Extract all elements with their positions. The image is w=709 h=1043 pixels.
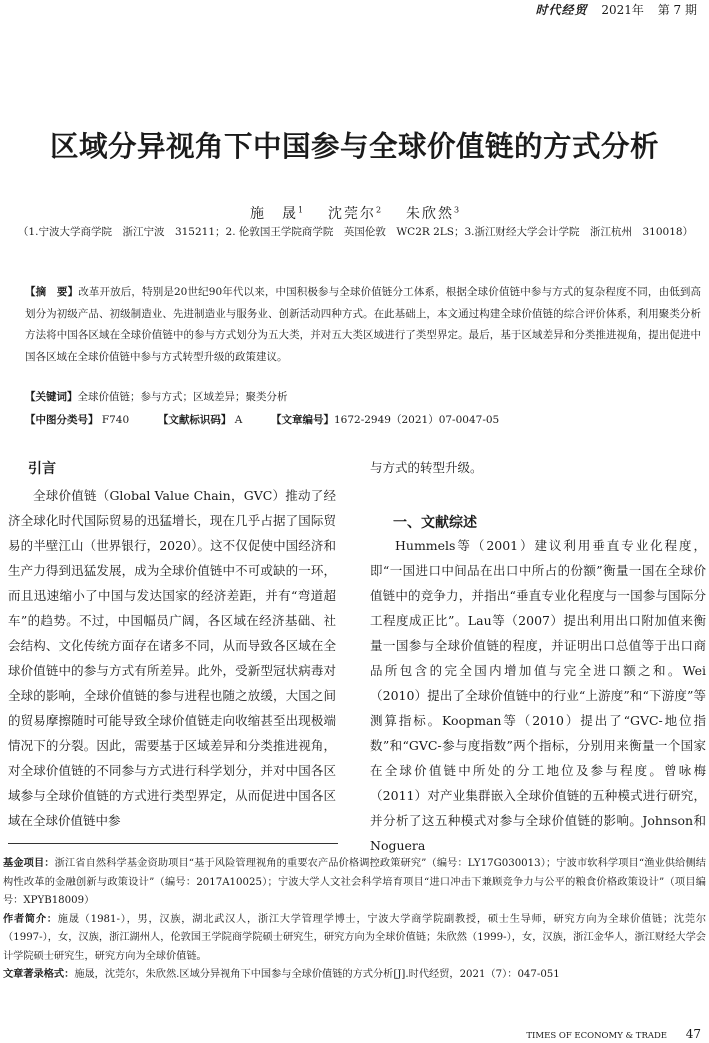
clc-value: F740 — [101, 414, 130, 426]
keywords-label: 【关键词】 — [25, 391, 78, 403]
author-name: 施 晟 — [249, 206, 298, 222]
author-bio-label: 作者简介： — [3, 913, 58, 925]
abstract-label: 【摘 要】 — [25, 286, 79, 298]
abstract-text: 改革开放后，特别是20世纪90年代以来，中国积极参与全球价值链分工体系，根据全球价值链中参与方式的复杂程度不同，由低到高划分为初级产品、初级制造业、先进制造业与服务业、创新活动四种方式。在此基础上，本文通过构建全球价值链的综合评价体系，利用聚类分析方法将中国各区域在全球价值链中的参与方式划分为五大类，并对五大类区域进行了类型界定。最后，基于区域差异和分类推进视角，提出促进中国各区域在全球价值链中参与方式转型升级的政策建议。 — [25, 286, 701, 363]
doc-code-label: 【文献标识码】 — [157, 414, 232, 426]
abstract — [25, 282, 701, 368]
author-affil-marker: 1 — [297, 205, 304, 215]
author-bio-note — [3, 911, 706, 967]
literature-review-paragraph: Hummels等（2001）建议利用垂直专业化程度，即“一国进口中间品在出口中所占的份额”衡量一国在全球价值链中的竞争力，并指出“垂直专业化程度与一国参与国际分工程度成正比”。Lau等（2007）提出利用出口附加值来衡量一国参与全球价值链的程度，并证明出口总值等于出口商品所包含的完全国内增加值与完全进口额之和。Wei（2010）提出了全球价值链中的行业“上游度”和“下游度”等测算指标。Koopman等（2010）提出了“GVC-地位指数”和“GVC-参与度指数”两个指标，分别用来衡量一个国家在全球价值链中所处的分工地位及参与程度。曾咏梅（2011）对产业集群嵌入全球价值链的五种模式进行研究，并分析了这五种模式对参与全球价值链的影响。Johnson和Noguera — [370, 538, 706, 853]
affiliations: （1.宁波大学商学院 浙江宁波 315211；2. 伦敦国王学院商学院 英国伦敦 WC2R 2LS；3.浙江财经大学会计学院 浙江杭州 310018） — [17, 226, 694, 238]
fund-text: 浙江省自然科学基金资助项目“基于风险管理视角的重要农产品价格调控政策研究”（编号：LY17G030013）；宁波市软科学项目“渔业供给侧结构性改革的金融创新与政策设计”（编号：2017A10025）；宁波大学人文社会科学培育项目“进口冲击下兼顾竞争力与公平的粮食价格政策设计”（项目编号：XPYB18009） — [3, 858, 706, 906]
author-affil-marker: 3 — [453, 205, 460, 215]
keywords — [25, 389, 701, 404]
citation-note — [3, 966, 706, 985]
intro-paragraph: 全球价值链（Global Value Chain，GVC）推动了经济全球化时代国际贸易的迅猛增长，现在几乎占据了国际贸易的半壁江山（世界银行，2020）。这不仅促使中国经济和生产力得到迅猛发展，成为全球价值链中不可或缺的一环，而且迅速缩小了中国与发达国家的经济差距，并有“弯道超车”的趋势。不过，中国幅员广阔，各区域在经济基础、社会结构、文化传统方面存在诸多不同，从而导致各区域在全球价值链中的参与方式有所差异。此外，受新型冠状病毒对全球的影响，全球价值链的参与进程也随之放缓，大国之间的贸易摩擦随时可能导致全球价值链走向收缩甚至出现极端情况下的分裂。因此，需要基于区域差异和分类推进视角，对全球价值链的不同参与方式进行科学划分，并对中国各区域参与全球价值链的方式进行类型界定，从而促进中国各区域在全球价值链中参 — [8, 488, 336, 828]
author-name: 朱欣然 — [405, 206, 454, 222]
author-line — [0, 203, 709, 223]
classification-line — [25, 412, 701, 427]
doc-code-value: A — [234, 414, 243, 426]
journal-english-name: TIMES OF ECONOMY & TRADE — [526, 1031, 668, 1041]
section-heading: 一、文献综述 — [393, 515, 477, 531]
keywords-text: 全球价值链；参与方式；区域差异；聚类分析 — [77, 391, 288, 403]
article-title: 区域分异视角下中国参与全球价值链的方式分析 — [49, 130, 659, 163]
article-number-label: 【文章编号】 — [270, 414, 334, 426]
author-name: 沈莞尔 — [327, 206, 376, 222]
footnote-divider — [8, 843, 338, 844]
running-header — [536, 0, 697, 20]
fund-label: 基金项目： — [3, 858, 55, 869]
page-footer — [526, 1027, 701, 1043]
fund-note — [3, 855, 706, 911]
issue-number: 第 7 期 — [657, 3, 697, 17]
citation-text: 施晟，沈莞尔，朱欣然.区域分异视角下中国参与全球价值链的方式分析[J].时代经贸，2021（7）：047-051 — [74, 969, 560, 980]
page-number: 47 — [685, 1027, 701, 1041]
footnotes — [3, 855, 706, 985]
issue-year: 2021年 — [601, 3, 644, 17]
intro-heading: 引言 — [28, 461, 56, 477]
article-number-value: 1672-2949（2021）07-0047-05 — [333, 414, 500, 426]
right-column-continuation: 与方式的转型升级。 — [370, 460, 483, 475]
citation-label: 文章著录格式： — [3, 969, 75, 980]
clc-label: 【中图分类号】 — [25, 414, 99, 426]
author-affil-marker: 2 — [375, 205, 382, 215]
author-bio-text: 施晟（1981-），男，汉族，湖北武汉人，浙江大学管理学博士，宁波大学商学院副教授，硕士生导师，研究方向为全球价值链；沈莞尔（1997-），女，汉族，浙江湖州人，伦敦国王学院商学院硕士研究生，研究方向为全球价值链；朱欣然（1999-），女，汉族，浙江金华人，浙江财经大学会计学院硕士研究生，研究方向为全球价值链。 — [3, 913, 707, 962]
journal-name: 时代经贸 — [535, 3, 588, 17]
